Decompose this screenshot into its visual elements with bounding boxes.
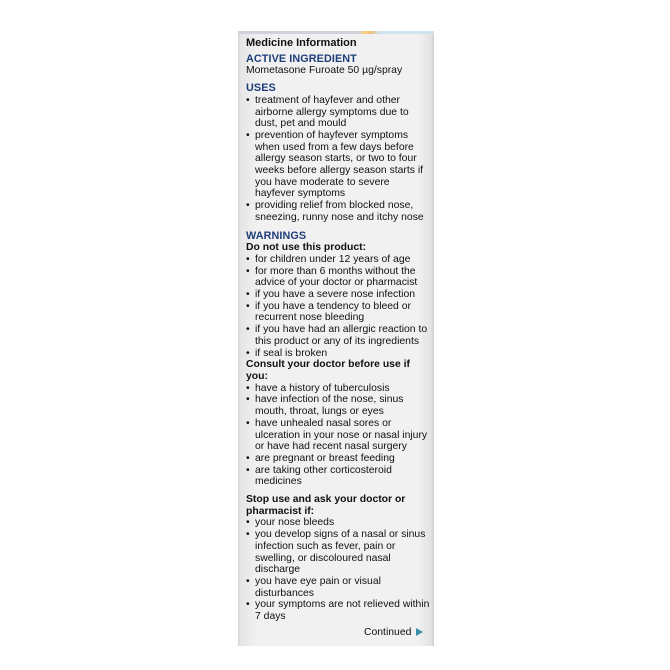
list-item: • your symptoms are not relieved within 7 days (246, 599, 432, 622)
continued-text: Continued (364, 627, 412, 638)
list-item: • if you have a severe nose infection (246, 289, 432, 301)
active-ingredient-text: Mometasone Furoate 50 µg/spray (246, 65, 403, 77)
list-item: • for children under 12 years of age (246, 254, 432, 266)
list-item: • your nose bleeds (246, 517, 432, 529)
stop-use-list (246, 517, 432, 622)
page-title: Medicine Information (246, 37, 357, 49)
list-item: • if you have a tendency to bleed or recurrent nose bleeding (246, 301, 432, 324)
list-item: • treatment of hayfever and other airborne allergy symptoms due to dust, pet and mould (246, 95, 432, 130)
do-not-use-heading: Do not use this product: (246, 242, 367, 254)
continued-label (364, 627, 423, 638)
list-item: • prevention of hayfever symptoms when used from a few days before allergy season starts, or two to four weeks before allergy season starts if you have moderate to severe hayfever symptoms (246, 130, 432, 200)
panel-top-edge (238, 31, 434, 34)
list-item: • you have eye pain or visual disturbances (246, 576, 432, 599)
warnings-heading: WARNINGS (246, 229, 307, 242)
list-item: • have a history of tuberculosis (246, 383, 432, 395)
list-item: • you develop signs of a nasal or sinus infection such as fever, pain or swelling, or discoloured nasal discharge (246, 529, 432, 576)
play-arrow-icon (416, 628, 423, 636)
stop-use-heading: Stop use and ask your doctor or pharmacist if: (246, 494, 406, 517)
consult-doctor-list (246, 383, 432, 488)
consult-doctor-heading: Consult your doctor before use if you: (246, 359, 410, 382)
uses-heading: USES (246, 82, 276, 95)
list-item: • if you have had an allergic reaction to this product or any of its ingredients (246, 324, 432, 347)
active-ingredient-heading: ACTIVE INGREDIENT (246, 52, 357, 65)
list-item: • are taking other corticosteroid medicines (246, 465, 432, 488)
uses-list (246, 95, 432, 224)
list-item: • have infection of the nose, sinus mouth, throat, lungs or eyes (246, 394, 432, 417)
list-item: • providing relief from blocked nose, sneezing, runny nose and itchy nose (246, 200, 432, 223)
list-item: • for more than 6 months without the advice of your doctor or pharmacist (246, 266, 432, 289)
list-item: • if seal is broken (246, 348, 432, 360)
list-item: • have unhealed nasal sores or ulceration in your nose or nasal injury or have had recent nasal surgery (246, 418, 432, 453)
list-item: • are pregnant or breast feeding (246, 453, 432, 465)
do-not-use-list (246, 254, 432, 359)
medicine-info-content (246, 38, 432, 623)
